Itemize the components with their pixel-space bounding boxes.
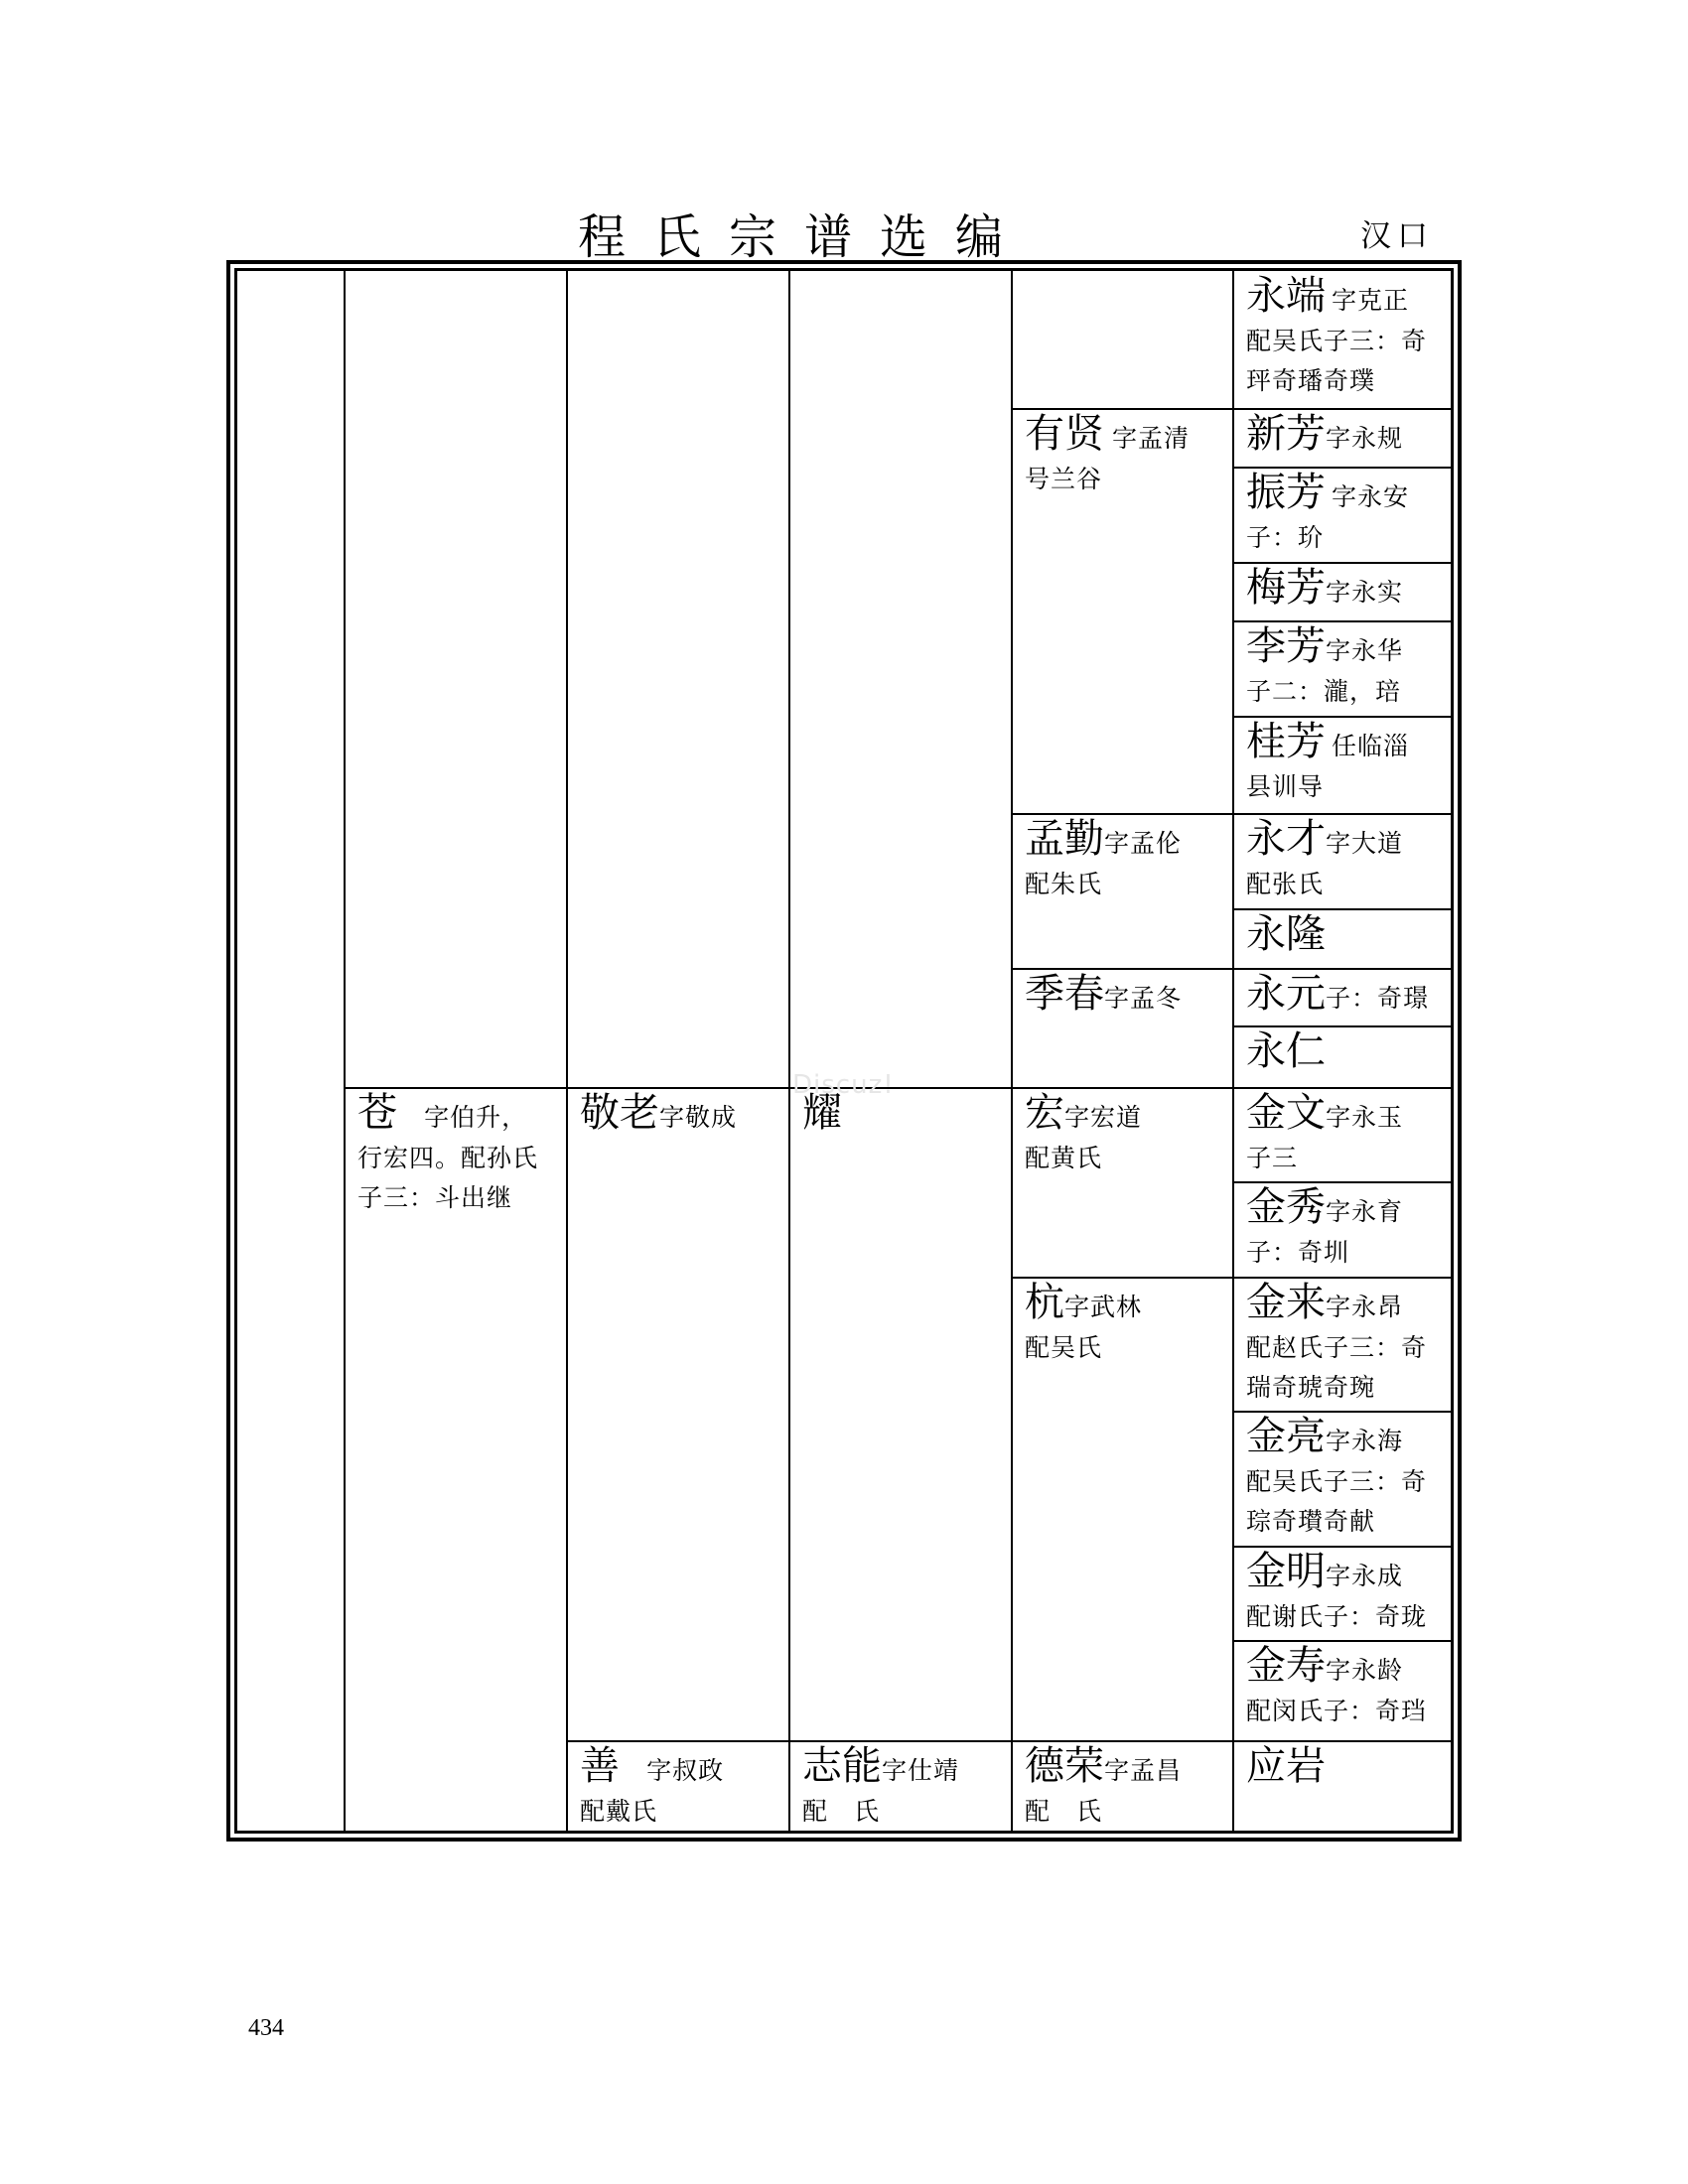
person-entry xyxy=(568,1742,788,1832)
person-note: 子：玠 xyxy=(1246,523,1325,552)
person-name: 应岩 xyxy=(1246,1743,1326,1789)
person-entry xyxy=(1013,1742,1232,1832)
column-divider xyxy=(566,270,568,1832)
person-note: 号兰谷 xyxy=(1025,465,1103,493)
person-note: 子：奇璟 xyxy=(1326,984,1430,1013)
person-note: 配朱氏 xyxy=(1025,870,1103,898)
person-note: 字永昂 xyxy=(1326,1293,1404,1321)
person-name: 永仁 xyxy=(1246,1028,1326,1074)
person-entry xyxy=(568,1089,788,1139)
person-note: 字永实 xyxy=(1326,578,1404,607)
person-name: 梅芳 xyxy=(1246,565,1326,611)
person-name: 孟勤 xyxy=(1025,816,1104,862)
person-note: 县训导 xyxy=(1246,772,1325,801)
person-name: 永才 xyxy=(1246,816,1326,862)
person-note: 字永玉 xyxy=(1326,1103,1404,1132)
person-name: 志能 xyxy=(802,1743,882,1789)
person-name: 永元 xyxy=(1246,971,1326,1017)
person-note: 配闵氏子：奇珰 xyxy=(1246,1697,1428,1725)
person-name: 金来 xyxy=(1246,1280,1326,1325)
person-name: 振芳 xyxy=(1246,470,1326,515)
person-note: 配 氏 xyxy=(802,1797,881,1826)
person-entry xyxy=(346,1089,566,1218)
person-note: 字克正 xyxy=(1332,286,1410,315)
person-name: 永端 xyxy=(1246,273,1326,319)
person-note: 字永育 xyxy=(1326,1197,1404,1226)
person-name: 耀 xyxy=(802,1090,842,1136)
person-note: 子三：斗出继 xyxy=(357,1183,513,1212)
person-note: 行宏四。配孙氏 xyxy=(357,1144,539,1172)
person-note: 字敬成 xyxy=(659,1103,738,1132)
place-label: 汉口 xyxy=(1360,218,1434,254)
person-name: 苍 xyxy=(357,1090,397,1136)
person-name: 善 xyxy=(580,1743,620,1789)
person-entry xyxy=(1234,410,1452,460)
person-note: 字永成 xyxy=(1326,1562,1404,1590)
person-note: 字仕靖 xyxy=(882,1756,960,1785)
person-note: 配赵氏子三：奇 xyxy=(1246,1333,1428,1362)
person-note: 任临淄 xyxy=(1332,732,1410,760)
person-entry xyxy=(1013,815,1232,904)
column-divider xyxy=(1011,270,1013,1832)
person-name: 德荣 xyxy=(1025,1743,1104,1789)
person-note: 配吴氏 xyxy=(1025,1333,1103,1362)
person-name: 金文 xyxy=(1246,1090,1326,1136)
person-note: 配吴氏子三：奇 xyxy=(1246,327,1428,355)
person-entry xyxy=(1013,1089,1232,1178)
person-entry xyxy=(1234,1183,1452,1273)
column-divider xyxy=(344,270,346,1832)
person-entry xyxy=(1234,718,1452,807)
person-note: 字宏道 xyxy=(1064,1103,1143,1132)
column-divider xyxy=(788,270,790,1832)
person-note: 玶奇璠奇璞 xyxy=(1246,366,1376,395)
person-note: 字伯升， xyxy=(424,1103,528,1132)
person-name: 有贤 xyxy=(1025,411,1104,457)
person-note: 字叔政 xyxy=(646,1756,725,1785)
person-entry xyxy=(1234,469,1452,558)
person-entry xyxy=(1234,910,1452,958)
person-note: 字大道 xyxy=(1326,829,1404,858)
person-name: 季春 xyxy=(1025,971,1104,1017)
person-note: 字孟冬 xyxy=(1104,984,1183,1013)
person-entry xyxy=(1234,564,1452,614)
page-title: 程氏宗谱选编 xyxy=(577,209,1031,265)
person-name: 宏 xyxy=(1025,1090,1064,1136)
watermark: Discuz! xyxy=(792,1070,895,1100)
person-note: 子二：瀧，琣 xyxy=(1246,677,1402,706)
person-note: 字永安 xyxy=(1332,482,1410,511)
person-note: 字孟清 xyxy=(1112,424,1191,453)
person-name: 永隆 xyxy=(1246,911,1326,957)
person-note: 配黄氏 xyxy=(1025,1144,1103,1172)
person-entry xyxy=(1013,970,1232,1020)
person-entry xyxy=(1234,272,1452,401)
person-note: 配戴氏 xyxy=(580,1797,658,1826)
person-name: 金明 xyxy=(1246,1549,1326,1594)
person-name: 敬老 xyxy=(580,1090,659,1136)
person-entry xyxy=(1234,970,1452,1020)
person-entry xyxy=(1234,815,1452,904)
person-name: 金寿 xyxy=(1246,1643,1326,1689)
person-name: 李芳 xyxy=(1246,623,1326,669)
person-name: 桂芳 xyxy=(1246,719,1326,764)
person-note: 琮奇瓉奇献 xyxy=(1246,1507,1376,1536)
person-entry xyxy=(1234,1548,1452,1637)
person-note: 配张氏 xyxy=(1246,870,1325,898)
person-entry xyxy=(1013,1279,1232,1368)
person-note: 瑞奇琥奇琬 xyxy=(1246,1373,1376,1402)
person-entry xyxy=(790,1742,1011,1832)
person-note: 配吴氏子三：奇 xyxy=(1246,1467,1428,1496)
person-note: 字孟伦 xyxy=(1104,829,1183,858)
person-entry xyxy=(1234,1642,1452,1731)
person-entry xyxy=(1013,410,1232,499)
person-note: 配谢氏子：奇珑 xyxy=(1246,1602,1428,1631)
person-note: 配 氏 xyxy=(1025,1797,1103,1826)
person-note: 字孟昌 xyxy=(1104,1756,1183,1785)
person-name: 金亮 xyxy=(1246,1414,1326,1459)
person-note: 字武林 xyxy=(1064,1293,1143,1321)
person-name: 杭 xyxy=(1025,1280,1064,1325)
person-entry xyxy=(1234,1279,1452,1408)
person-entry xyxy=(1234,1413,1452,1542)
page-number: 434 xyxy=(248,2015,284,2041)
person-note: 字永规 xyxy=(1326,424,1404,453)
person-name: 金秀 xyxy=(1246,1184,1326,1230)
person-entry xyxy=(1234,1089,1452,1178)
person-entry xyxy=(1234,1742,1452,1790)
person-note: 字永海 xyxy=(1326,1427,1404,1455)
person-entry xyxy=(1234,622,1452,712)
person-note: 子：奇圳 xyxy=(1246,1238,1350,1267)
person-note: 子三 xyxy=(1246,1144,1299,1172)
person-note: 字永华 xyxy=(1326,636,1404,665)
person-name: 新芳 xyxy=(1246,411,1326,457)
person-note: 字永龄 xyxy=(1326,1656,1404,1685)
person-entry xyxy=(1234,1027,1452,1075)
